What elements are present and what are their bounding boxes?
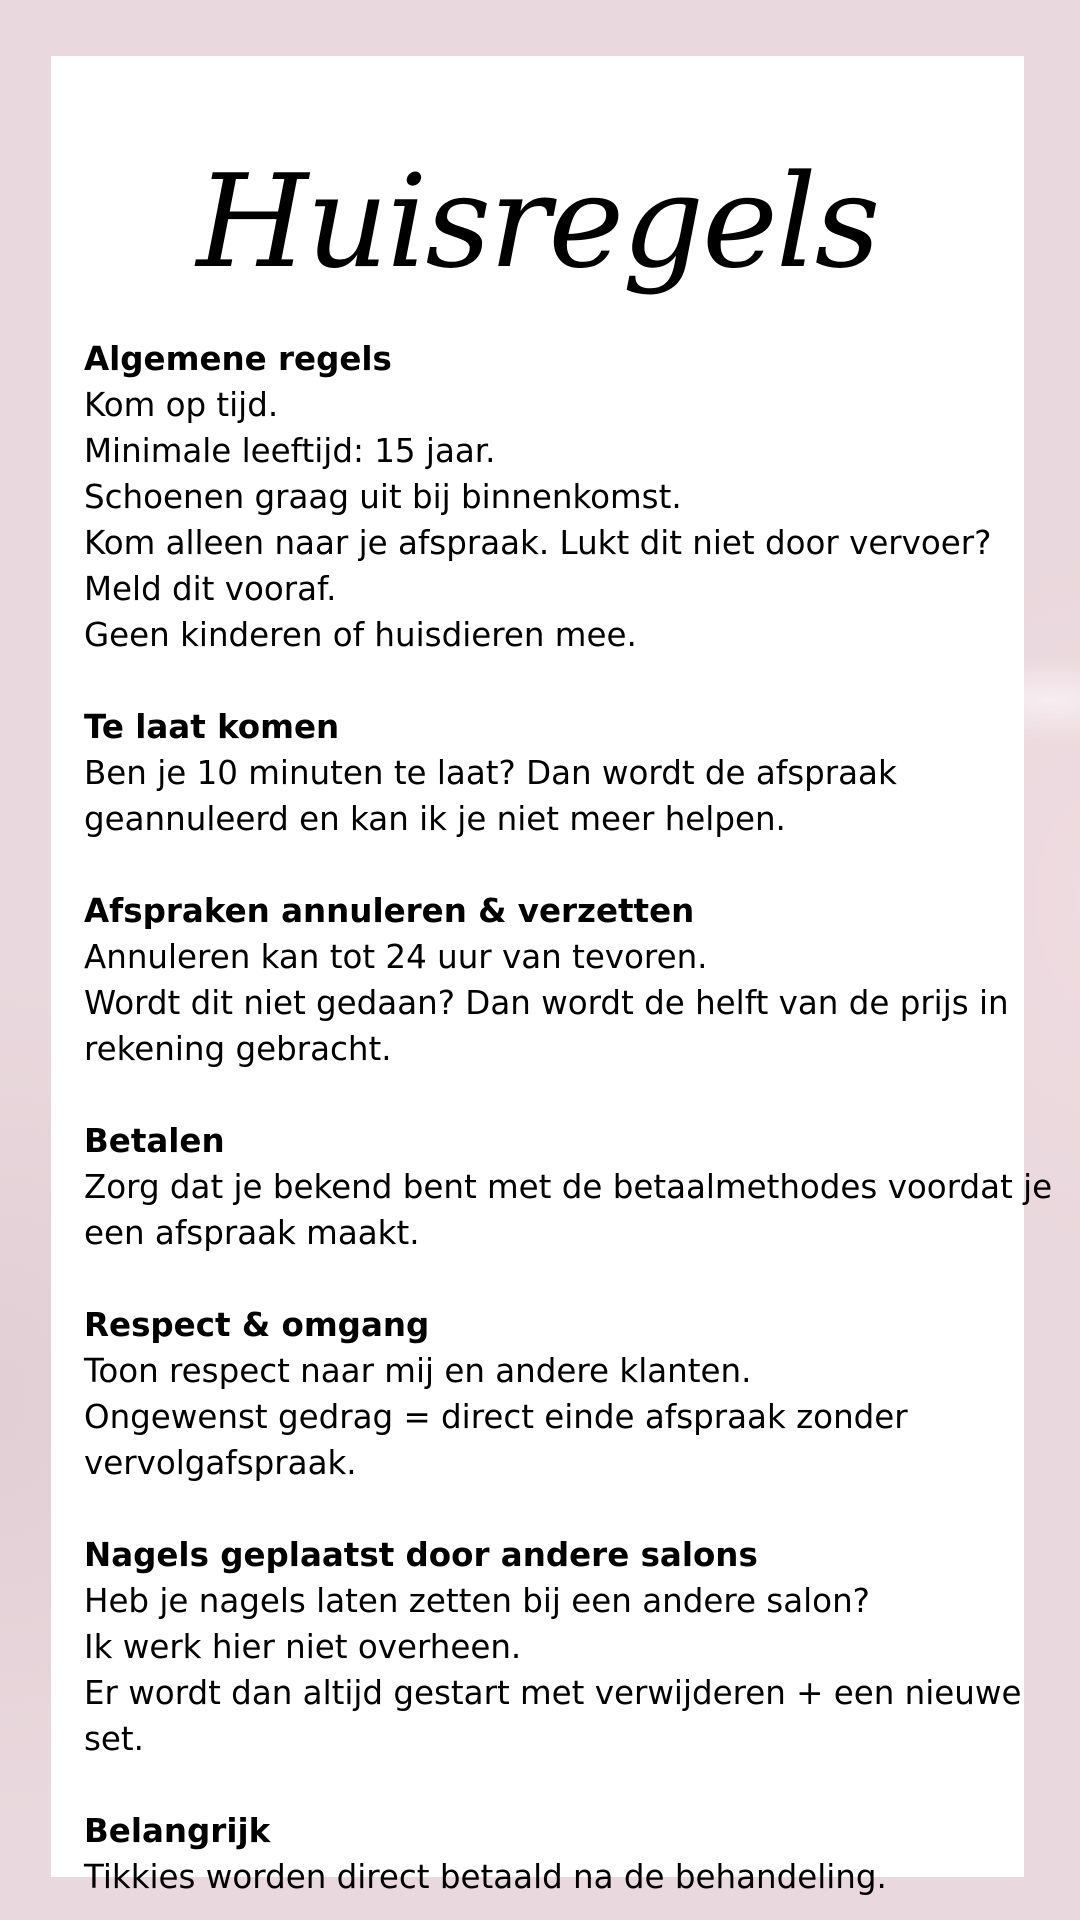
section-heading: Belangrijk xyxy=(84,1812,271,1850)
rule-line: Wordt dit niet gedaan? Dan wordt de helft van de prijs in xyxy=(84,984,1009,1022)
rule-line: set. xyxy=(84,1720,145,1758)
page-title: Huisregels xyxy=(196,148,879,297)
rule-line: een afspraak maakt. xyxy=(84,1214,420,1252)
section-heading: Nagels geplaatst door andere salons xyxy=(84,1536,758,1574)
rule-line: Ben je 10 minuten te laat? Dan wordt de afspraak xyxy=(84,754,897,792)
rule-line: Zorg dat je bekend bent met de betaalmethodes voordat je xyxy=(84,1168,1053,1206)
section-respect-omgang xyxy=(84,1302,1009,1486)
rule-line: Kom alleen naar je afspraak. Lukt dit niet door vervoer? xyxy=(84,524,992,562)
section-heading: Afspraken annuleren & verzetten xyxy=(84,892,695,930)
rule-line: rekening gebracht. xyxy=(84,1030,392,1068)
rule-line: Meld dit vooraf. xyxy=(84,570,337,608)
rule-line: Minimale leeftijd: 15 jaar. xyxy=(84,432,496,470)
section-algemene-regels xyxy=(84,336,1009,658)
section-nagels-andere-salons xyxy=(84,1532,1022,1762)
rule-line: Geen kinderen of huisdieren mee. xyxy=(84,616,637,654)
section-te-laat-komen xyxy=(84,704,1009,842)
rule-line: Ongewenst gedrag = direct einde afspraak zonder xyxy=(84,1398,908,1436)
rules-card xyxy=(51,56,1053,1896)
rule-line: Annuleren kan tot 24 uur van tevoren. xyxy=(84,938,708,976)
rule-line: Schoenen graag uit bij binnenkomst. xyxy=(84,478,682,516)
section-afspraken-annuleren xyxy=(84,888,1009,1072)
section-betalen xyxy=(84,1118,1053,1256)
rules-content xyxy=(84,336,1053,1900)
section-heading: Respect & omgang xyxy=(84,1306,430,1344)
section-belangrijk xyxy=(84,1808,1009,1900)
rule-line: vervolgafspraak. xyxy=(84,1444,357,1482)
rule-line: Toon respect naar mij en andere klanten. xyxy=(84,1352,752,1390)
section-heading: Betalen xyxy=(84,1122,225,1160)
rule-line: Er wordt dan altijd gestart met verwijderen + een nieuwe xyxy=(84,1674,1022,1712)
rule-line: Heb je nagels laten zetten bij een andere salon? xyxy=(84,1582,870,1620)
section-heading: Te laat komen xyxy=(84,708,340,746)
section-heading: Algemene regels xyxy=(84,340,392,378)
rule-line: Kom op tijd. xyxy=(84,386,279,424)
rule-line: Ik werk hier niet overheen. xyxy=(84,1628,522,1666)
rule-line: Tikkies worden direct betaald na de behandeling. xyxy=(84,1858,887,1896)
rule-line: geannuleerd en kan ik je niet meer helpen. xyxy=(84,800,786,838)
